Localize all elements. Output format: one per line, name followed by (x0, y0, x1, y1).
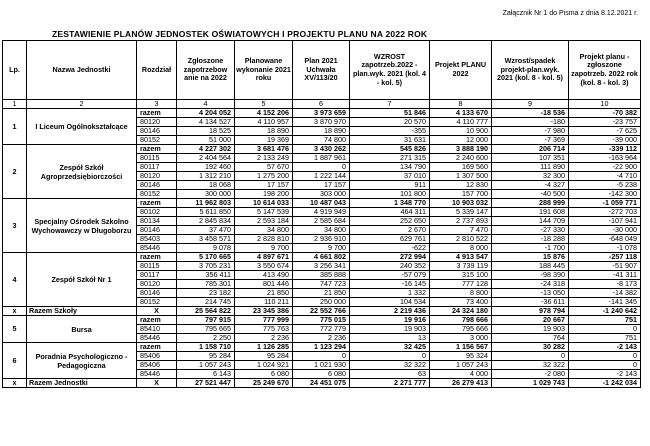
value-cell: 5 611 850 (177, 208, 235, 217)
value-cell: 4 919 949 (293, 208, 350, 217)
value-cell: -57 079 (350, 271, 430, 280)
value-cell: -163 964 (569, 154, 641, 163)
value-cell: 27 521 447 (177, 379, 235, 388)
value-cell: 4 110 777 (430, 118, 492, 127)
value-cell: 2 250 (177, 334, 235, 343)
value-cell: 206 714 (492, 145, 569, 154)
table-body (3, 109, 641, 388)
value-cell: -141 345 (569, 298, 641, 307)
value-cell: 4 227 302 (177, 145, 235, 154)
value-cell: 2 236 (235, 334, 293, 343)
column-number: 3 (137, 100, 177, 109)
value-cell: 1 057 243 (177, 361, 235, 370)
value-cell: 4 204 052 (177, 109, 235, 118)
value-cell: 1 348 770 (350, 199, 430, 208)
value-cell: 74 800 (293, 136, 350, 145)
value-cell: 19 903 (350, 325, 430, 334)
value-cell: 25 249 670 (235, 379, 293, 388)
value-cell: -107 941 (569, 217, 641, 226)
value-cell: 1 123 294 (293, 343, 350, 352)
value-cell: 385 888 (293, 271, 350, 280)
value-cell: 747 723 (293, 280, 350, 289)
column-number: 9 (492, 100, 569, 109)
value-cell: -22 900 (569, 163, 641, 172)
value-cell: 1 156 567 (430, 343, 492, 352)
value-cell: -7 980 (492, 127, 569, 136)
value-cell: 751 (569, 334, 641, 343)
value-cell: 1 126 285 (235, 343, 293, 352)
col-header-planowane: Planowane wykonanie 2021 roku (235, 41, 293, 100)
value-cell: 1 307 500 (430, 172, 492, 181)
value-cell: 24 451 075 (293, 379, 350, 388)
summary-row (3, 379, 641, 388)
row-lp: 5 (3, 316, 27, 343)
value-cell: 3 739 119 (430, 262, 492, 271)
value-cell: 0 (293, 163, 350, 172)
value-cell: 777 128 (430, 280, 492, 289)
value-cell: -1 078 (569, 244, 641, 253)
unit-name: Razem Jednostki (27, 379, 137, 388)
rozdzial-code: 80117 (137, 271, 177, 280)
row-lp: 6 (3, 343, 27, 379)
col-header-zgloszone: Zgłoszone zapotrzebow anie na 2022 (177, 41, 235, 100)
value-cell: 772 779 (293, 325, 350, 334)
column-number: 5 (235, 100, 293, 109)
value-cell: 978 794 (492, 307, 569, 316)
value-cell: -16 145 (350, 280, 430, 289)
value-cell: 5 147 539 (235, 208, 293, 217)
value-cell: -4 710 (569, 172, 641, 181)
value-cell: 413 490 (235, 271, 293, 280)
value-cell: 192 460 (177, 163, 235, 172)
value-cell: -18 288 (492, 235, 569, 244)
value-cell: 240 352 (350, 262, 430, 271)
value-cell: 775 763 (235, 325, 293, 334)
value-cell: 8 800 (430, 289, 492, 298)
value-cell: 797 915 (177, 316, 235, 325)
value-cell: 110 211 (235, 298, 293, 307)
column-number: 10 (569, 100, 641, 109)
value-cell: -70 382 (569, 109, 641, 118)
value-cell: -648 049 (569, 235, 641, 244)
value-cell: 12 000 (430, 136, 492, 145)
rozdzial-code: 80102 (137, 208, 177, 217)
value-cell: 11 962 803 (177, 199, 235, 208)
value-cell: 191 608 (492, 208, 569, 217)
value-cell: -1 059 771 (569, 199, 641, 208)
value-cell: 1 057 243 (430, 361, 492, 370)
value-cell: 21 850 (235, 289, 293, 298)
value-cell: 10 487 043 (293, 199, 350, 208)
value-cell: 4 913 547 (430, 253, 492, 262)
rozdzial-code: razem (137, 253, 177, 262)
value-cell: 1 222 144 (293, 172, 350, 181)
value-cell: 17 157 (293, 181, 350, 190)
value-cell: 1 312 210 (177, 172, 235, 181)
value-cell: 5 170 665 (177, 253, 235, 262)
value-cell: 3 681 476 (235, 145, 293, 154)
value-cell: -40 500 (492, 190, 569, 199)
value-cell: 911 (350, 181, 430, 190)
value-cell: -355 (350, 127, 430, 136)
value-cell: 37 470 (177, 226, 235, 235)
rozdzial-code: 85406 (137, 361, 177, 370)
rozdzial-code: razem (137, 145, 177, 154)
value-cell: -36 611 (492, 298, 569, 307)
value-cell: 3 458 571 (177, 235, 235, 244)
rozdzial-code: 80134 (137, 217, 177, 226)
value-cell: 4 134 527 (177, 118, 235, 127)
value-cell: 21 850 (293, 289, 350, 298)
value-cell: 104 534 (350, 298, 430, 307)
value-cell: 0 (350, 352, 430, 361)
value-cell: 751 (569, 316, 641, 325)
value-cell: 2 845 834 (177, 217, 235, 226)
rozdzial-code: 80146 (137, 289, 177, 298)
value-cell: -7 369 (492, 136, 569, 145)
value-cell: 0 (492, 352, 569, 361)
value-cell: 785 301 (177, 280, 235, 289)
value-cell: -39 000 (569, 136, 641, 145)
value-cell: 95 284 (177, 352, 235, 361)
value-cell: 12 830 (430, 181, 492, 190)
value-cell: 271 315 (350, 154, 430, 163)
value-cell: 32 300 (492, 172, 569, 181)
value-cell: -13 050 (492, 289, 569, 298)
rozdzial-code: 80146 (137, 226, 177, 235)
value-cell: 2 271 777 (350, 379, 430, 388)
value-cell: -8 173 (569, 280, 641, 289)
value-cell: 1 275 200 (235, 172, 293, 181)
rozdzial-code: 80152 (137, 190, 177, 199)
value-cell: 1 332 (350, 289, 430, 298)
value-cell: 13 (350, 334, 430, 343)
unit-name: I Liceum Ogólnokształcące (27, 109, 137, 145)
value-cell: 214 745 (177, 298, 235, 307)
value-cell: 3 430 262 (293, 145, 350, 154)
value-cell: 57 670 (235, 163, 293, 172)
value-cell: 4 661 802 (293, 253, 350, 262)
value-cell: 3 550 674 (235, 262, 293, 271)
col-header-plan-2021: Plan 2021 Uchwała XV/113/20 (293, 41, 350, 100)
value-cell: -622 (350, 244, 430, 253)
value-cell: 795 666 (430, 325, 492, 334)
table-row (3, 316, 641, 325)
value-cell: 20 570 (350, 118, 430, 127)
row-lp: 3 (3, 199, 27, 253)
value-cell: 51 846 (350, 109, 430, 118)
column-number: 1 (3, 100, 27, 109)
value-cell: 34 800 (293, 226, 350, 235)
rozdzial-code: 80120 (137, 280, 177, 289)
rozdzial-code: 80152 (137, 136, 177, 145)
rozdzial-code: 80120 (137, 118, 177, 127)
col-header-wzrost: WZROST zapotrzeb.2022 - plan.wyk. 2021 (kol. 4 - kol. 5) (350, 41, 430, 100)
unit-name: Zespół Szkół Agroprzedsiębiorczości (27, 145, 137, 199)
header-row (3, 41, 641, 100)
value-cell: -180 (492, 118, 569, 127)
value-cell: 2 936 910 (293, 235, 350, 244)
value-cell: -2 143 (569, 343, 641, 352)
column-number: 6 (293, 100, 350, 109)
value-cell: -1 242 034 (569, 379, 641, 388)
value-cell: 0 (569, 361, 641, 370)
value-cell: -98 390 (492, 271, 569, 280)
value-cell: 464 311 (350, 208, 430, 217)
value-cell: 4 110 957 (235, 118, 293, 127)
value-cell: 22 552 766 (293, 307, 350, 316)
value-cell: 144 709 (492, 217, 569, 226)
value-cell: -339 112 (569, 145, 641, 154)
unit-name: Specjalny Ośrodek Szkolno Wychowawczy w Długoborzu (27, 199, 137, 253)
value-cell: 288 999 (492, 199, 569, 208)
value-cell: 73 400 (430, 298, 492, 307)
rozdzial-code: razem (137, 109, 177, 118)
rozdzial-code: 85446 (137, 334, 177, 343)
rozdzial-code: 80117 (137, 163, 177, 172)
value-cell: -51 907 (569, 262, 641, 271)
value-cell: 5 339 147 (430, 208, 492, 217)
page-title: ZESTAWIENIE PLANÓW JEDNOSTEK OŚWIATOWYCH I PROJEKTU PLANU NA 2022 ROK (52, 29, 428, 39)
value-cell: 26 279 413 (430, 379, 492, 388)
value-cell: 198 200 (235, 190, 293, 199)
value-cell: 1 158 710 (177, 343, 235, 352)
value-cell: 795 665 (177, 325, 235, 334)
value-cell: 2 236 (293, 334, 350, 343)
value-cell: 18 890 (293, 127, 350, 136)
value-cell: 3 870 970 (293, 118, 350, 127)
rozdzial-code: 80146 (137, 181, 177, 190)
value-cell: 356 411 (177, 271, 235, 280)
value-cell: 2 737 893 (430, 217, 492, 226)
rozdzial-code: razem (137, 343, 177, 352)
value-cell: 10 900 (430, 127, 492, 136)
col-header-projekt: Projekt PLANU 2022 (430, 41, 492, 100)
value-cell: 101 800 (350, 190, 430, 199)
value-cell: 107 351 (492, 154, 569, 163)
value-cell: 157 700 (430, 190, 492, 199)
value-cell: 188 445 (492, 262, 569, 271)
value-cell: -30 000 (569, 226, 641, 235)
value-cell: 169 560 (430, 163, 492, 172)
value-cell: 7 470 (430, 226, 492, 235)
value-cell: 300 000 (177, 190, 235, 199)
value-cell: 4 152 206 (235, 109, 293, 118)
unit-name: Bursa (27, 316, 137, 343)
value-cell: 2 404 564 (177, 154, 235, 163)
value-cell: 2 670 (350, 226, 430, 235)
value-cell: -41 311 (569, 271, 641, 280)
column-number: 4 (177, 100, 235, 109)
unit-name: Poradnia Psychologiczno - Pedagogiczna (27, 343, 137, 379)
unit-name: Zespół Szkół Nr 1 (27, 253, 137, 307)
rozdzial-code: razem (137, 199, 177, 208)
value-cell: 20 667 (492, 316, 569, 325)
col-header-projekt-minus-zapotrzeb: Projekt planu - zgłoszone zapotrzeb. 2022 rok (kol. 8 - kol. 3) (569, 41, 641, 100)
column-number: 2 (27, 100, 137, 109)
value-cell: 764 (492, 334, 569, 343)
attachment-note: Załącznik Nr 1 do Pisma z dnia 8.12.2021 r. (502, 10, 638, 17)
value-cell: 2 133 249 (235, 154, 293, 163)
value-cell: 10 903 032 (430, 199, 492, 208)
value-cell: 18 068 (177, 181, 235, 190)
value-cell: 6 080 (235, 370, 293, 379)
value-cell: -5 238 (569, 181, 641, 190)
row-lp: x (3, 307, 27, 316)
value-cell: -4 327 (492, 181, 569, 190)
value-cell: 545 826 (350, 145, 430, 154)
summary-row (3, 307, 641, 316)
row-lp: 4 (3, 253, 27, 307)
value-cell: -272 703 (569, 208, 641, 217)
table-row (3, 145, 641, 154)
value-cell: 15 876 (492, 253, 569, 262)
value-cell: 111 890 (492, 163, 569, 172)
value-cell: 0 (293, 352, 350, 361)
value-cell: 6 143 (177, 370, 235, 379)
value-cell: 1 029 743 (492, 379, 569, 388)
value-cell: 775 015 (293, 316, 350, 325)
row-lp: x (3, 379, 27, 388)
column-number-row (3, 100, 641, 109)
value-cell: 2 240 600 (430, 154, 492, 163)
value-cell: 2 585 684 (293, 217, 350, 226)
value-cell: 134 790 (350, 163, 430, 172)
value-cell: 801 446 (235, 280, 293, 289)
value-cell: 4 000 (430, 370, 492, 379)
value-cell: 3 888 190 (430, 145, 492, 154)
value-cell: 3 000 (430, 334, 492, 343)
value-cell: 303 000 (293, 190, 350, 199)
value-cell: 629 761 (350, 235, 430, 244)
value-cell: -2 143 (569, 370, 641, 379)
value-cell: 24 324 180 (430, 307, 492, 316)
plans-table (2, 40, 641, 388)
rozdzial-code: 85410 (137, 325, 177, 334)
value-cell: 0 (569, 325, 641, 334)
rozdzial-code: 85446 (137, 370, 177, 379)
value-cell: 30 282 (492, 343, 569, 352)
rozdzial-code: 85403 (137, 235, 177, 244)
table-row (3, 199, 641, 208)
value-cell: 95 284 (235, 352, 293, 361)
value-cell: -7 625 (569, 127, 641, 136)
value-cell: 51 000 (177, 136, 235, 145)
row-lp: 2 (3, 145, 27, 199)
value-cell: 8 000 (430, 244, 492, 253)
unit-name: Razem Szkoły (27, 307, 137, 316)
value-cell: -27 330 (492, 226, 569, 235)
value-cell: -23 757 (569, 118, 641, 127)
row-lp: 1 (3, 109, 27, 145)
value-cell: -14 382 (569, 289, 641, 298)
rozdzial-code: 85406 (137, 352, 177, 361)
col-header-wzrost-spadek: Wzrost/spadek projekt-plan.wyk. 2021 (kol. 8 - kol. 5) (492, 41, 569, 100)
rozdzial-code: 80115 (137, 154, 177, 163)
value-cell: 9 078 (177, 244, 235, 253)
value-cell: 9 700 (293, 244, 350, 253)
value-cell: 0 (569, 352, 641, 361)
value-cell: 315 100 (430, 271, 492, 280)
rozdzial-code: 80120 (137, 172, 177, 181)
value-cell: 17 157 (235, 181, 293, 190)
col-header-rozdzial: Rozdział (137, 41, 177, 100)
column-number: 8 (430, 100, 492, 109)
value-cell: 34 800 (235, 226, 293, 235)
value-cell: -142 300 (569, 190, 641, 199)
value-cell: 4 897 671 (235, 253, 293, 262)
value-cell: 31 631 (350, 136, 430, 145)
value-cell: 250 000 (293, 298, 350, 307)
table-row (3, 343, 641, 352)
table-row (3, 253, 641, 262)
value-cell: 1 021 930 (293, 361, 350, 370)
value-cell: -18 536 (492, 109, 569, 118)
table-row (3, 109, 641, 118)
rozdzial-code: 80152 (137, 298, 177, 307)
value-cell: 2 810 522 (430, 235, 492, 244)
value-cell: 23 182 (177, 289, 235, 298)
value-cell: 777 999 (235, 316, 293, 325)
value-cell: 25 564 822 (177, 307, 235, 316)
value-cell: 19 369 (235, 136, 293, 145)
value-cell: 3 256 341 (293, 262, 350, 271)
value-cell: 1 024 921 (235, 361, 293, 370)
value-cell: 32 322 (492, 361, 569, 370)
col-header-lp: Lp. (3, 41, 27, 100)
rozdzial-code: razem (137, 316, 177, 325)
value-cell: 6 080 (293, 370, 350, 379)
col-header-name: Nazwa Jednostki (27, 41, 137, 100)
value-cell: 3 973 659 (293, 109, 350, 118)
value-cell: -257 118 (569, 253, 641, 262)
value-cell: -1 700 (492, 244, 569, 253)
value-cell: 10 614 033 (235, 199, 293, 208)
value-cell: 4 133 670 (430, 109, 492, 118)
value-cell: 32 425 (350, 343, 430, 352)
value-cell: -2 080 (492, 370, 569, 379)
value-cell: 32 322 (350, 361, 430, 370)
value-cell: 1 887 961 (293, 154, 350, 163)
value-cell: 9 700 (235, 244, 293, 253)
rozdzial-code: 80146 (137, 127, 177, 136)
value-cell: 95 324 (430, 352, 492, 361)
value-cell: 19 903 (492, 325, 569, 334)
value-cell: 37 010 (350, 172, 430, 181)
value-cell: 2 593 184 (235, 217, 293, 226)
value-cell: 23 345 386 (235, 307, 293, 316)
value-cell: 798 666 (430, 316, 492, 325)
value-cell: 18 525 (177, 127, 235, 136)
rozdzial-code: 85446 (137, 244, 177, 253)
value-cell: 2 828 810 (235, 235, 293, 244)
value-cell: 3 705 231 (177, 262, 235, 271)
value-cell: 272 994 (350, 253, 430, 262)
rozdzial-code: 80115 (137, 262, 177, 271)
value-cell: 63 (350, 370, 430, 379)
rozdzial-code: X (137, 379, 177, 388)
value-cell: 18 890 (235, 127, 293, 136)
column-number: 7 (350, 100, 430, 109)
value-cell: -24 318 (492, 280, 569, 289)
value-cell: -1 240 642 (569, 307, 641, 316)
value-cell: 2 219 436 (350, 307, 430, 316)
value-cell: 19 916 (350, 316, 430, 325)
value-cell: 252 650 (350, 217, 430, 226)
rozdzial-code: X (137, 307, 177, 316)
